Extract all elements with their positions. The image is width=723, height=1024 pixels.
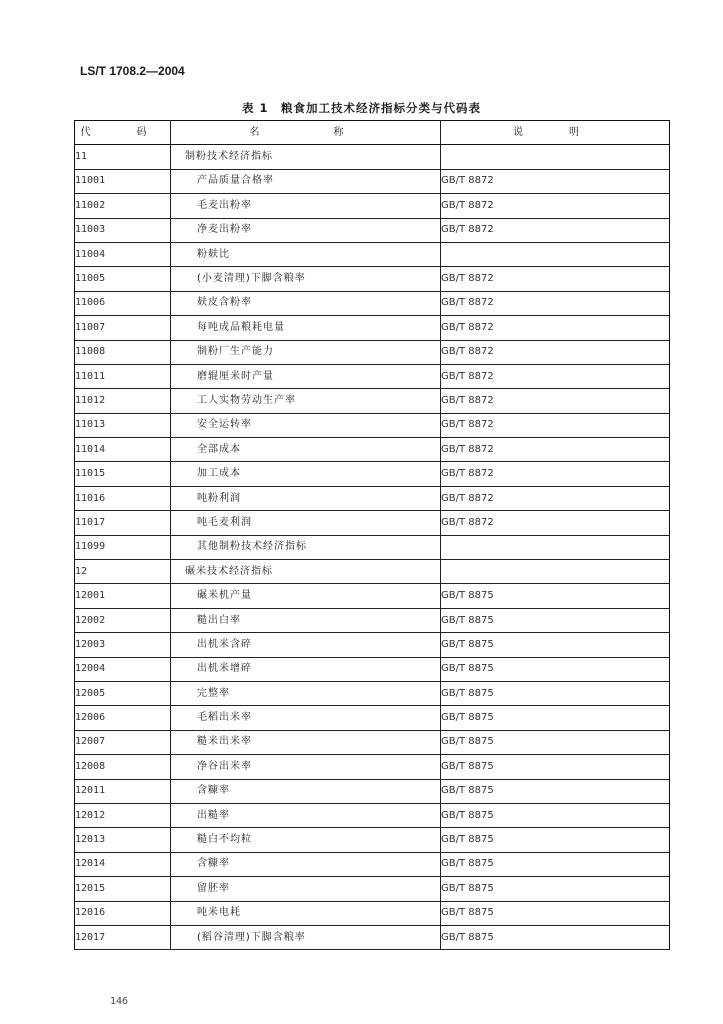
row-name: (小麦清理)下脚含粮率 [171, 267, 441, 291]
row-name: 产品质量合格率 [171, 169, 441, 193]
row-code: 11005 [75, 267, 171, 291]
row-note [441, 560, 670, 584]
row-note: GB/T 8875 [441, 803, 670, 827]
row-code: 11001 [75, 169, 171, 193]
row-name: 净谷出米率 [171, 755, 441, 779]
row-code: 12006 [75, 706, 171, 730]
row-code: 11014 [75, 438, 171, 462]
row-note: GB/T 8872 [441, 438, 670, 462]
table-row [75, 657, 670, 681]
row-code: 11008 [75, 340, 171, 364]
row-code: 12001 [75, 584, 171, 608]
row-name: 碾米技术经济指标 [171, 560, 441, 584]
table-row [75, 730, 670, 754]
row-note [441, 145, 670, 169]
row-note: GB/T 8872 [441, 511, 670, 535]
table-row [75, 925, 670, 949]
row-code: 12011 [75, 779, 171, 803]
table-row [75, 316, 670, 340]
row-note: GB/T 8875 [441, 877, 670, 901]
table-row [75, 852, 670, 876]
row-name: 磨辊厘米时产量 [171, 364, 441, 388]
row-name: 安全运转率 [171, 413, 441, 437]
table-row [75, 706, 670, 730]
table-row [75, 462, 670, 486]
column-header-name: 名 称 [171, 121, 441, 145]
row-note: GB/T 8872 [441, 194, 670, 218]
row-note [441, 242, 670, 266]
row-note: GB/T 8872 [441, 413, 670, 437]
indicator-code-table [74, 120, 670, 950]
row-code: 11015 [75, 462, 171, 486]
row-code: 12003 [75, 633, 171, 657]
row-name: 制粉技术经济指标 [171, 145, 441, 169]
row-code: 11004 [75, 242, 171, 266]
row-note: GB/T 8875 [441, 925, 670, 949]
table-row [75, 584, 670, 608]
row-name: 吨毛麦利润 [171, 511, 441, 535]
row-name: 净麦出粉率 [171, 218, 441, 242]
table-row [75, 803, 670, 827]
row-name: 含糠率 [171, 779, 441, 803]
table-row [75, 608, 670, 632]
row-name: 全部成本 [171, 438, 441, 462]
row-note: GB/T 8875 [441, 681, 670, 705]
row-name: 其他制粉技术经济指标 [171, 535, 441, 559]
row-note: GB/T 8872 [441, 291, 670, 315]
row-note: GB/T 8875 [441, 730, 670, 754]
row-name: 含糠率 [171, 852, 441, 876]
table-row [75, 291, 670, 315]
table-row [75, 633, 670, 657]
row-note: GB/T 8875 [441, 633, 670, 657]
row-note: GB/T 8872 [441, 486, 670, 510]
row-note: GB/T 8872 [441, 340, 670, 364]
table-row [75, 828, 670, 852]
row-note: GB/T 8872 [441, 267, 670, 291]
row-note: GB/T 8875 [441, 584, 670, 608]
row-note: GB/T 8872 [441, 316, 670, 340]
table-row [75, 242, 670, 266]
table-row [75, 681, 670, 705]
row-code: 11 [75, 145, 171, 169]
row-name: 毛稻出米率 [171, 706, 441, 730]
row-note: GB/T 8875 [441, 779, 670, 803]
row-name: 出机米增碎 [171, 657, 441, 681]
table-header-row [75, 121, 670, 145]
table-row [75, 779, 670, 803]
table-row [75, 169, 670, 193]
table-row [75, 364, 670, 388]
row-code: 11007 [75, 316, 171, 340]
row-name: 加工成本 [171, 462, 441, 486]
standard-code: LS/T 1708.2—2004 [80, 64, 185, 78]
row-note: GB/T 8872 [441, 462, 670, 486]
row-code: 12002 [75, 608, 171, 632]
table-row [75, 194, 670, 218]
table-row [75, 438, 670, 462]
table-body [75, 145, 670, 950]
table-row [75, 413, 670, 437]
row-note [441, 535, 670, 559]
row-name: (稻谷清理)下脚含粮率 [171, 925, 441, 949]
row-code: 11013 [75, 413, 171, 437]
table-row [75, 389, 670, 413]
table-row [75, 535, 670, 559]
row-code: 11016 [75, 486, 171, 510]
table-row [75, 877, 670, 901]
row-note: GB/T 8875 [441, 828, 670, 852]
row-name: 留胚率 [171, 877, 441, 901]
row-note: GB/T 8872 [441, 218, 670, 242]
row-code: 12 [75, 560, 171, 584]
row-note: GB/T 8872 [441, 364, 670, 388]
row-name: 吨粉利润 [171, 486, 441, 510]
row-code: 12015 [75, 877, 171, 901]
row-code: 12008 [75, 755, 171, 779]
table-row [75, 511, 670, 535]
row-name: 糙出白率 [171, 608, 441, 632]
row-name: 出糙率 [171, 803, 441, 827]
row-note: GB/T 8875 [441, 706, 670, 730]
row-code: 12016 [75, 901, 171, 925]
row-code: 12013 [75, 828, 171, 852]
row-code: 12005 [75, 681, 171, 705]
table-row [75, 755, 670, 779]
row-note: GB/T 8872 [441, 169, 670, 193]
row-note: GB/T 8875 [441, 852, 670, 876]
row-code: 11017 [75, 511, 171, 535]
table-row [75, 267, 670, 291]
row-name: 麸皮含粉率 [171, 291, 441, 315]
row-code: 12012 [75, 803, 171, 827]
row-name: 糙白不均粒 [171, 828, 441, 852]
row-name: 碾米机产量 [171, 584, 441, 608]
table-row [75, 340, 670, 364]
row-name: 每吨成品粮耗电量 [171, 316, 441, 340]
row-note: GB/T 8875 [441, 755, 670, 779]
table-row [75, 145, 670, 169]
row-code: 11006 [75, 291, 171, 315]
row-note: GB/T 8875 [441, 901, 670, 925]
row-code: 11003 [75, 218, 171, 242]
row-code: 12004 [75, 657, 171, 681]
page-number: 146 [110, 996, 129, 1007]
column-header-note: 说 明 [441, 121, 670, 145]
column-header-code: 代 码 [75, 121, 171, 145]
table-row [75, 901, 670, 925]
row-code: 12007 [75, 730, 171, 754]
table-row [75, 218, 670, 242]
row-note: GB/T 8875 [441, 657, 670, 681]
row-code: 11099 [75, 535, 171, 559]
row-name: 出机米含碎 [171, 633, 441, 657]
row-code: 11011 [75, 364, 171, 388]
row-code: 12017 [75, 925, 171, 949]
table-row [75, 560, 670, 584]
row-name: 完整率 [171, 681, 441, 705]
row-note: GB/T 8872 [441, 389, 670, 413]
row-code: 11012 [75, 389, 171, 413]
row-name: 制粉厂生产能力 [171, 340, 441, 364]
row-code: 11002 [75, 194, 171, 218]
row-name: 吨米电耗 [171, 901, 441, 925]
row-name: 工人实物劳动生产率 [171, 389, 441, 413]
table-title: 表 1 粮食加工技术经济指标分类与代码表 [241, 101, 481, 115]
row-name: 粉麸比 [171, 242, 441, 266]
table-row [75, 486, 670, 510]
row-code: 12014 [75, 852, 171, 876]
row-note: GB/T 8875 [441, 608, 670, 632]
row-name: 毛麦出粉率 [171, 194, 441, 218]
row-name: 糙米出米率 [171, 730, 441, 754]
